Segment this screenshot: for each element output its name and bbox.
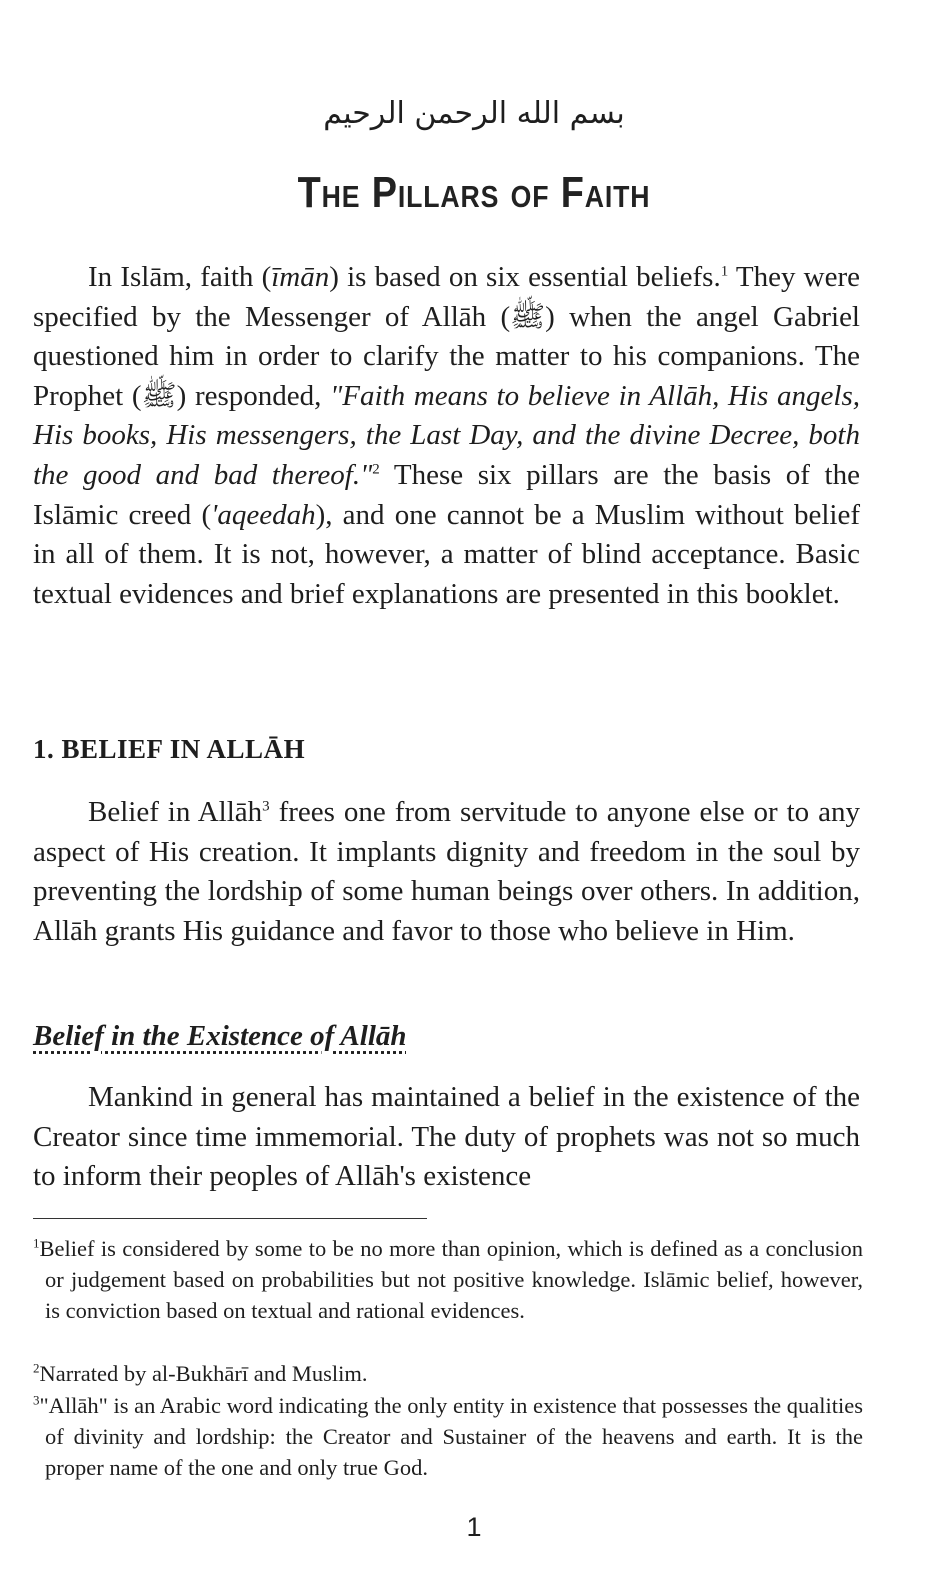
footnote-ref: 2 (372, 461, 380, 478)
footnote-ref: 1 (720, 263, 729, 280)
text: ) is based on six essential beliefs. (329, 261, 721, 293)
text: They were specified by the Messenger of Allāh (ﷺ) when the angel Gabriel questioned him in order to clarify the matter to his companions. The Prophet (ﷺ) responded, (33, 261, 861, 412)
italic-term: 'aqeedah (211, 498, 316, 531)
footnote (33, 1358, 863, 1389)
footnote-ref: 3 (262, 798, 270, 815)
hadith-quote: "Faith means to believe in Allāh, His angels, His books, His messengers, the Last Day, and the divine Decree, both the good and bad thereof." (33, 379, 860, 491)
text: In Islām, faith ( (88, 261, 272, 293)
footnote (33, 1390, 863, 1483)
footnote-text: "Allāh" is an Arabic word indicating the only entity in existence that possesses the qualities of divinity and lordship: the Creator and Sustainer of the heavens and earth. It is the proper name of the one and only true God. (39, 1393, 863, 1480)
page-number: 1 (466, 1512, 482, 1542)
text: Belief in Allāh (88, 796, 263, 828)
subsection-paragraph: Mankind in general has maintained a belief in the existence of the Creator since time immemorial. The duty of prophets was not so much to inform their peoples of Allāh's existence (33, 1081, 860, 1193)
page-title: The Pillars of Faith (297, 168, 651, 217)
text: These six pillars are the basis of the Islāmic creed ( (33, 458, 860, 531)
footnote (33, 1233, 863, 1326)
subsection-heading: Belief in the Existence of Allāh (33, 1020, 407, 1052)
footnote-number: 2 (33, 1360, 40, 1376)
footnote-number: 3 (33, 1392, 40, 1408)
footnote-text: Belief is considered by some to be no more than opinion, which is defined as a conclusion or judgement based on probabilities but not positive knowledge. Islāmic belief, however, is conviction based on textual and rational evidences. (39, 1236, 863, 1323)
italic-term: īmān (271, 261, 330, 293)
section-paragraph (33, 793, 860, 951)
footnote-divider (33, 1218, 427, 1219)
intro-paragraph (33, 258, 860, 614)
footnote-number: 1 (33, 1235, 40, 1251)
basmala: بسم الله الرحمن الرحيم (323, 96, 625, 131)
text: frees one from servitude to anyone else or to any aspect of His creation. It implants dignity and freedom in the soul by preventing the lordship of some human beings over others. In addition, Allāh grants His guidance and favor to those who believe in Him. (33, 796, 861, 947)
footnote-text: Narrated by al-Bukhārī and Muslim. (39, 1361, 368, 1386)
section-heading: 1. BELIEF IN ALLĀH (33, 734, 306, 764)
text: ), and one cannot be a Muslim without belief in all of them. It is not, however, a matter of blind acceptance. Basic textual evidences and brief explanations are presented in this booklet. (33, 498, 860, 610)
